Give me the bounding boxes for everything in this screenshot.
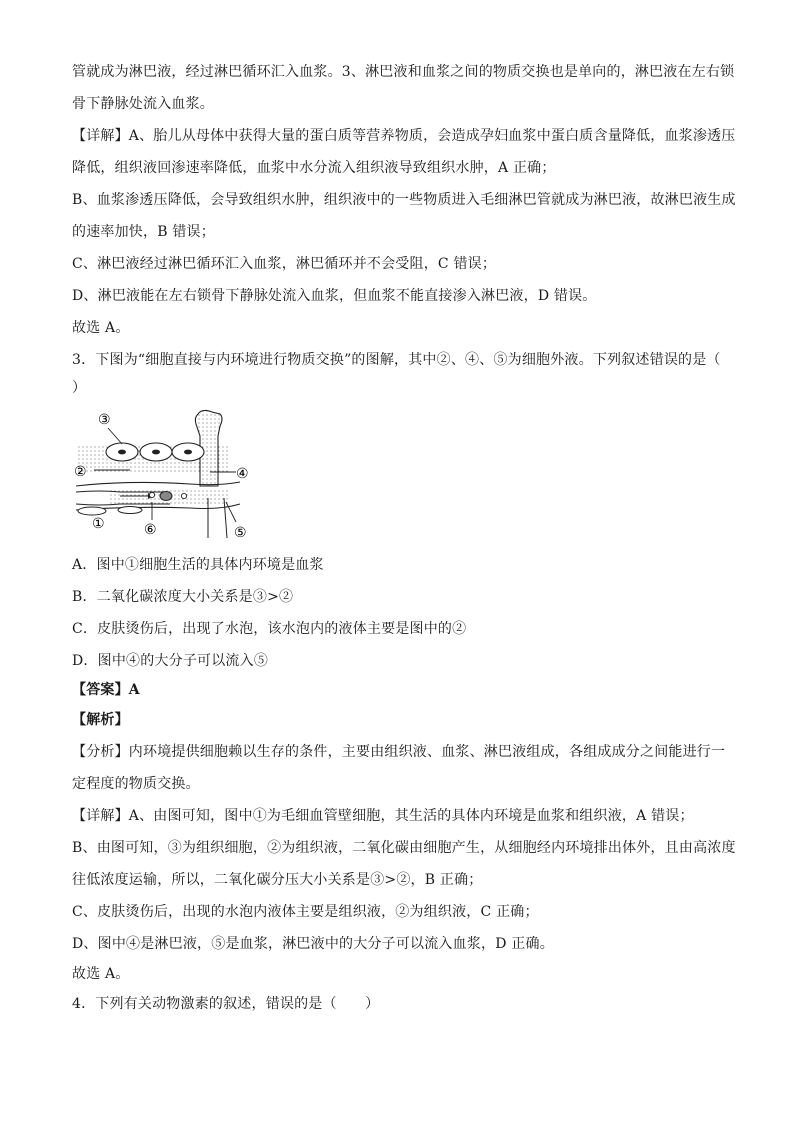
label-6: ⑥ [144, 522, 157, 538]
text-line: 定程度的物质交换。 [72, 776, 200, 792]
option-a: A．图中①细胞生活的具体内环境是血浆 [72, 557, 324, 573]
question-3-stem-end: ） [72, 380, 87, 396]
label-5: ⑤ [234, 525, 247, 541]
answer-line: 【答案】A [72, 682, 140, 698]
text-line: 故选 A。 [72, 320, 130, 336]
question-3-stem: 3．下图为“细胞直接与内环境进行物质交换”的图解，其中②、④、⑤为细胞外液。下列叙述错误的是（ [72, 352, 721, 368]
text-line: C、皮肤烫伤后，出现的水泡内液体主要是组织液，②为组织液，C 正确； [72, 904, 539, 920]
option-d: D．图中④的大分子可以流入⑤ [72, 653, 269, 669]
text-line: 【分析】内环境提供细胞赖以生存的条件，主要由组织液、血浆、淋巴液组成，各组成成分之间能进行一 [72, 744, 726, 760]
text-line: 故选 A。 [72, 966, 130, 982]
text-line: B、血浆渗透压降低，会导致组织水肿，组织液中的一些物质进入毛细淋巴管就成为淋巴液，故淋巴液生成 [72, 192, 736, 208]
capillary [76, 482, 240, 515]
cell-exchange-diagram [70, 406, 270, 542]
option-c: C．皮肤烫伤后，出现了水泡，该水泡内的液体主要是图中的② [72, 621, 467, 637]
label-3: ③ [98, 412, 111, 428]
text-line: 往低浓度运输，所以，二氧化碳分压大小关系是③>②，B 正确； [72, 872, 483, 888]
label-1: ① [92, 516, 105, 532]
label-2: ② [74, 464, 87, 480]
text-line: 骨下静脉处流入血浆。 [72, 96, 214, 112]
question-4-stem: 4．下列有关动物激素的叙述，错误的是（ ） [72, 996, 380, 1012]
tissue-cells [106, 443, 204, 461]
text-line: 的速率加快，B 错误； [72, 224, 215, 240]
text-line: C、淋巴液经过淋巴循环汇入血浆，淋巴循环并不会受阻，C 错误； [72, 256, 497, 272]
text-line: 管就成为淋巴液，经过淋巴循环汇入血浆。3、淋巴液和血浆之间的物质交换也是单向的，淋巴液在左右锁 [72, 64, 735, 80]
option-b: B．二氧化碳浓度大小关系是③>② [72, 589, 294, 605]
text-line: 【详解】A、胎儿从母体中获得大量的蛋白质等营养物质，会造成孕妇血浆中蛋白质含量降低，血浆渗透压 [72, 128, 736, 144]
text-line: 降低，组织液回渗速率降低，血浆中水分流入组织液导致组织水肿，A 正确； [72, 160, 556, 176]
label-4: ④ [236, 466, 249, 482]
text-line: D、淋巴液能在左右锁骨下静脉处流入血浆，但血浆不能直接渗入淋巴液，D 错误。 [72, 288, 597, 304]
analysis-title: 【解析】 [72, 712, 129, 728]
text-line: B、由图可知，③为组织细胞，②为组织液，二氧化碳由细胞产生，从细胞经内环境排出体外，且由高浓度 [72, 840, 736, 856]
text-line: D、图中④是淋巴液，⑤是血浆，淋巴液中的大分子可以流入血浆，D 正确。 [72, 936, 554, 952]
text-line: 【详解】A、由图可知，图中①为毛细血管壁细胞，其生活的具体内环境是血浆和组织液，A 错误； [72, 808, 694, 824]
